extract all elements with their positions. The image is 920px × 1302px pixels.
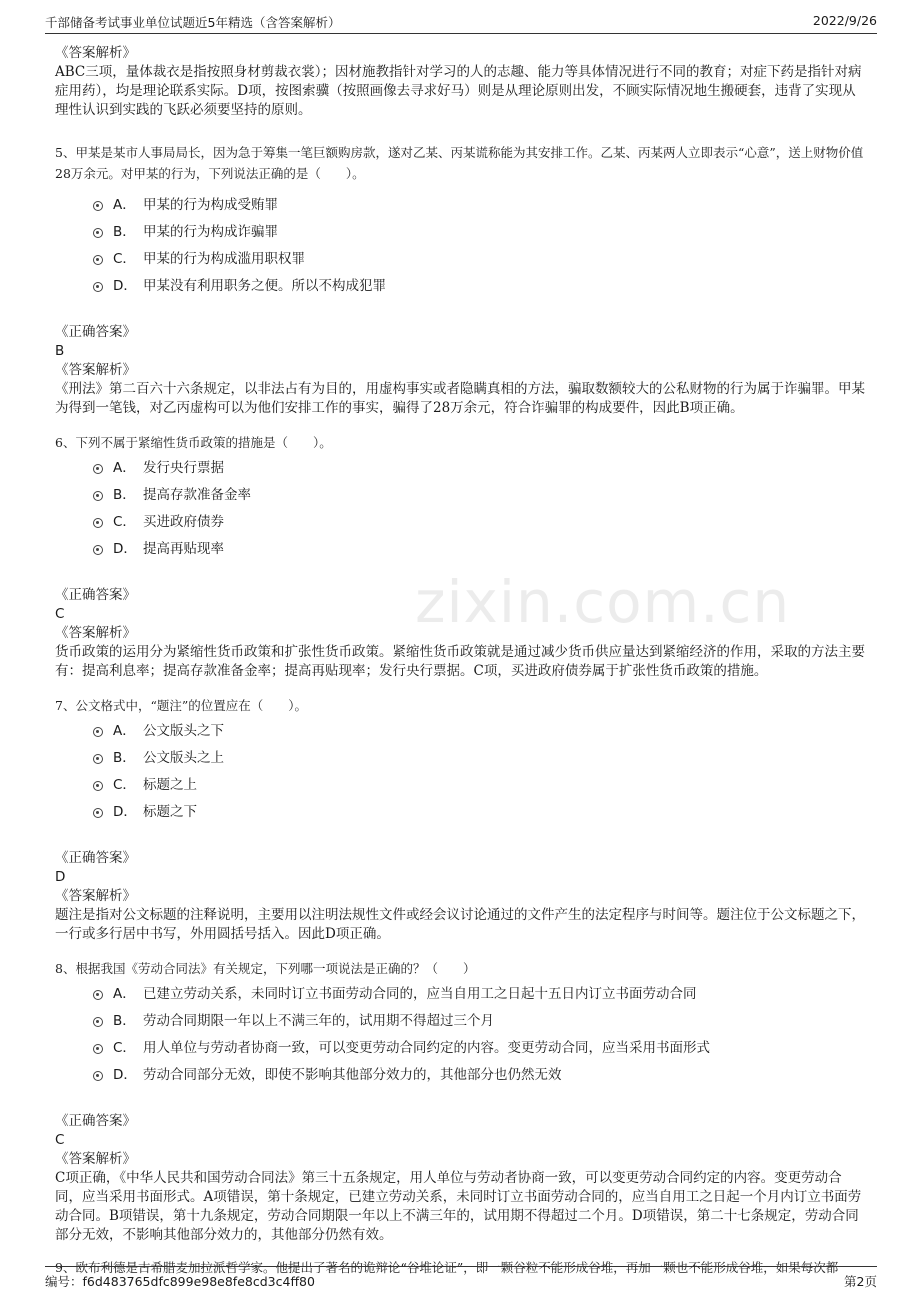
- option-b[interactable]: [55, 219, 867, 246]
- question-8: [55, 958, 867, 1245]
- option-a[interactable]: [55, 192, 867, 219]
- correct-answer: C: [55, 606, 65, 622]
- analysis-text: C项正确，《中华人民共和国劳动合同法》第三十五条规定，用人单位与劳动者协商一致，可以变更劳动合同约定的内容。变更劳动合同，应当采用书面形式。A项错误，第十条规定，已建立劳动关系，未同时订立书面劳动合同的，应当自用工之日起一个月内订立书面劳动合同。B项错误，第十九条规定，劳动合同期限一年以上不满三年的，试用期不得超过二个月。D项错误，第二十七条规定，劳动合同部分无效，不影响其他部分效力的，其他部分仍然有效。: [55, 1170, 862, 1243]
- option-text: 公文版头之上: [143, 750, 224, 766]
- option-letter: A．: [113, 723, 136, 739]
- option-letter: D．: [113, 1067, 137, 1083]
- option-letter: B．: [113, 487, 136, 503]
- option-b[interactable]: [55, 482, 867, 509]
- analysis-label: 《答案解析》: [55, 362, 136, 378]
- radio-icon[interactable]: [93, 754, 103, 764]
- correct-answer-label: 《正确答案》: [55, 587, 136, 603]
- option-letter: D．: [113, 804, 137, 820]
- analysis-label: 《答案解析》: [55, 888, 136, 904]
- option-text: 劳动合同部分无效，即使不影响其他部分效力的，其他部分也仍然无效: [143, 1067, 562, 1083]
- option-text: 劳动合同期限一年以上不满三年的，试用期不得超过三个月: [143, 1013, 494, 1029]
- radio-icon[interactable]: [93, 491, 103, 501]
- option-list: [55, 981, 867, 1089]
- page-number: 第2页: [844, 1274, 877, 1289]
- analysis-label: 《答案解析》: [55, 1151, 136, 1167]
- option-text: 甲某的行为构成滥用职权罪: [143, 251, 305, 267]
- option-d[interactable]: [55, 536, 867, 563]
- option-text: 已建立劳动关系，未同时订立书面劳动合同的，应当自用工之日起十五日内订立书面劳动合同: [143, 986, 697, 1002]
- option-a[interactable]: [55, 981, 867, 1008]
- option-list: [55, 455, 867, 563]
- option-letter: B．: [113, 224, 136, 240]
- correct-answer: B: [55, 343, 65, 359]
- option-letter: C．: [113, 251, 136, 267]
- option-text: 标题之上: [143, 777, 197, 793]
- option-text: 提高存款准备金率: [143, 487, 251, 503]
- radio-icon[interactable]: [93, 1044, 103, 1054]
- analysis-text: 题注是指对公文标题的注释说明，主要用以注明法规性文件或经会议讨论通过的文件产生的法定程序与时间等。题注位于公文标题之下，一行或多行居中书写，外用圆括号括入。因此D项正确。: [55, 907, 865, 942]
- option-list: [55, 192, 867, 300]
- option-letter: A．: [113, 986, 136, 1002]
- radio-icon[interactable]: [93, 464, 103, 474]
- watermark: zixin.com.cn: [415, 568, 791, 636]
- correct-answer-label: 《正确答案》: [55, 324, 136, 340]
- option-c[interactable]: [55, 509, 867, 536]
- option-text: 甲某的行为构成受贿罪: [143, 197, 278, 213]
- correct-answer-label: 《正确答案》: [55, 850, 136, 866]
- question-text: 9、欧布利德是古希腊麦加拉派哲学家。他提出了著名的诡辩论“谷堆论证”，即一颗谷粒不能形成谷堆，再加一颗也不能形成谷堆，如果每次都: [55, 1260, 839, 1275]
- option-d[interactable]: [55, 799, 867, 826]
- option-b[interactable]: [55, 745, 867, 772]
- option-letter: D．: [113, 278, 137, 294]
- radio-icon[interactable]: [93, 228, 103, 238]
- radio-icon[interactable]: [93, 727, 103, 737]
- option-c[interactable]: [55, 772, 867, 799]
- question-7: [55, 695, 867, 944]
- option-a[interactable]: [55, 718, 867, 745]
- document-title: 千部储备考试事业单位试题近5年精选（含答案解析）: [45, 15, 341, 30]
- option-text: 公文版头之下: [143, 723, 224, 739]
- option-c[interactable]: [55, 246, 867, 273]
- page-content: [55, 44, 867, 1278]
- radio-icon[interactable]: [93, 781, 103, 791]
- radio-icon[interactable]: [93, 990, 103, 1000]
- option-d[interactable]: [55, 1062, 867, 1089]
- analysis-text: 货币政策的运用分为紧缩性货币政策和扩张性货币政策。紧缩性货币政策就是通过减少货币供应量达到紧缩经济的作用，采取的方法主要有：提高利息率；提高存款准备金率；提高再贴现率；发行央行票据。C项，买进政府债券属于扩张性货币政策的措施。: [55, 644, 865, 679]
- correct-answer-label: 《正确答案》: [55, 1113, 136, 1129]
- question-text: 8、根据我国《劳动合同法》有关规定，下列哪一项说法是正确的？（ ）: [55, 961, 476, 976]
- option-c[interactable]: [55, 1035, 867, 1062]
- analysis-label: 《答案解析》: [55, 625, 136, 641]
- radio-icon[interactable]: [93, 282, 103, 292]
- question-text: 5、甲某是某市人事局局长，因为急于筹集一笔巨额购房款，遂对乙某、丙某谎称能为其安排工作。乙某、丙某两人立即表示“心意”，送上财物价值28万余元。对甲某的行为，下列说法正确的是（ ）。: [55, 145, 864, 181]
- analysis-label: 《答案解析》: [55, 45, 136, 61]
- document-date: 2022/9/26: [812, 13, 877, 28]
- analysis-text: ABC三项，量体裁衣是指按照身材剪裁衣裳）；因材施教指针对学习的人的志趣、能力等具体情况进行不同的教育；对症下药是指针对病症用药），均是理论联系实际。D项，按图索骥（按照画像去寻求好马）则是从理论原则出发，不顾实际情况地生搬硬套，违背了实现从理性认识到实践的飞跃必须要坚持的原则。: [55, 64, 862, 118]
- option-letter: B．: [113, 750, 136, 766]
- option-letter: C．: [113, 1040, 136, 1056]
- question-text: 7、公文格式中，“题注”的位置应在（ ）。: [55, 698, 307, 713]
- page-header: [45, 13, 877, 34]
- option-a[interactable]: [55, 455, 867, 482]
- option-letter: D．: [113, 541, 137, 557]
- radio-icon[interactable]: [93, 201, 103, 211]
- radio-icon[interactable]: [93, 255, 103, 265]
- option-letter: A．: [113, 460, 136, 476]
- question-5: [55, 142, 867, 418]
- option-text: 用人单位与劳动者协商一致，可以变更劳动合同约定的内容。变更劳动合同，应当采用书面形式: [143, 1040, 710, 1056]
- option-d[interactable]: [55, 273, 867, 300]
- option-text: 甲某的行为构成诈骗罪: [143, 224, 278, 240]
- option-letter: C．: [113, 777, 136, 793]
- option-text: 提高再贴现率: [143, 541, 224, 557]
- radio-icon[interactable]: [93, 808, 103, 818]
- radio-icon[interactable]: [93, 1071, 103, 1081]
- correct-answer: D: [55, 869, 66, 885]
- analysis-text: 《刑法》第二百六十六条规定，以非法占有为目的，用虚构事实或者隐瞒真相的方法，骗取数额较大的公私财物的行为属于诈骗罪。甲某为得到一笔钱，对乙丙虚构可以为他们安排工作的事实，骗得了28万余元，符合诈骗罪的构成要件，因此B项正确。: [55, 381, 865, 416]
- radio-icon[interactable]: [93, 545, 103, 555]
- option-letter: C．: [113, 514, 136, 530]
- radio-icon[interactable]: [93, 1017, 103, 1027]
- option-text: 标题之下: [143, 804, 197, 820]
- option-letter: A．: [113, 197, 136, 213]
- page-footer: [45, 1266, 877, 1291]
- option-list: [55, 718, 867, 826]
- option-letter: B．: [113, 1013, 136, 1029]
- correct-answer: C: [55, 1132, 65, 1148]
- option-b[interactable]: [55, 1008, 867, 1035]
- option-text: 甲某没有利用职务之便。所以不构成犯罪: [143, 278, 386, 294]
- radio-icon[interactable]: [93, 518, 103, 528]
- option-text: 发行央行票据: [143, 460, 224, 476]
- option-text: 买进政府债券: [143, 514, 224, 530]
- question-6: [55, 432, 867, 681]
- document-code: 编号：f6d483765dfc899e98e8fe8cd3c4ff80: [45, 1274, 315, 1289]
- question-text: 6、下列不属于紧缩性货币政策的措施是（ ）。: [55, 435, 332, 450]
